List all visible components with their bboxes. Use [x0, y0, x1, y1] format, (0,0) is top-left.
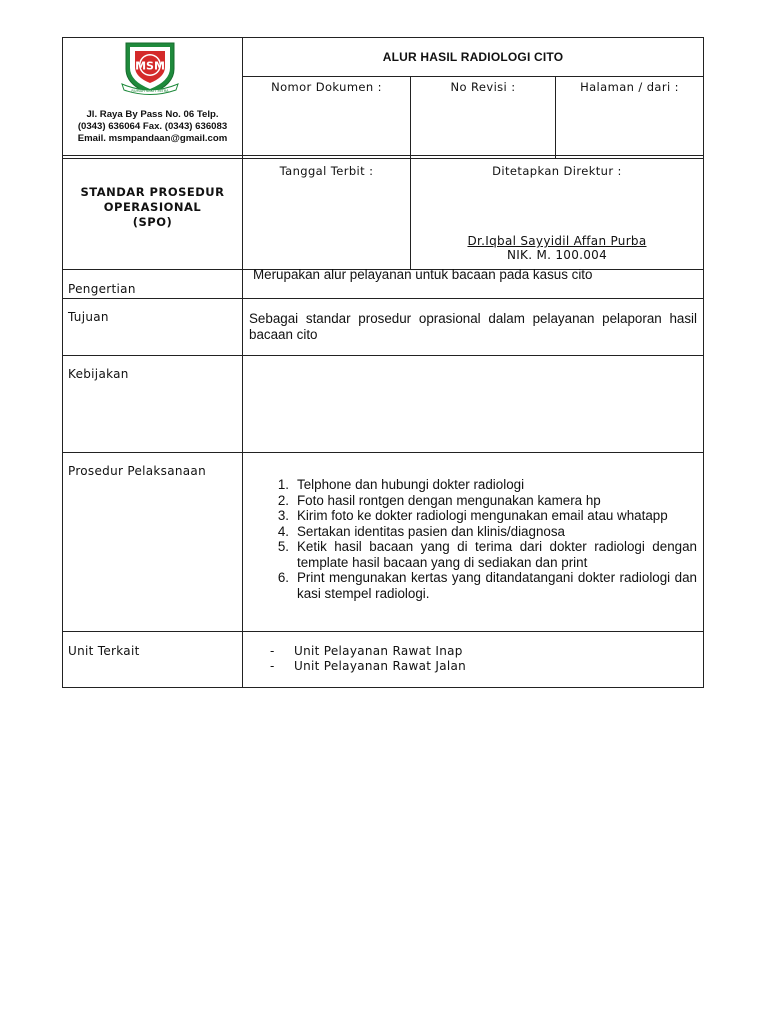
director-name: Dr.Iqbal Sayyidil Affan Purba — [467, 234, 647, 248]
list-item — [265, 539, 697, 570]
ditetapkan-direktur-label: Ditetapkan Direktur : — [492, 164, 622, 178]
list-item — [265, 477, 697, 493]
tanggal-terbit-label: Tanggal Terbit : — [279, 164, 374, 178]
logo-ribbon-text: RUMAH SAKIT MITRA — [131, 89, 169, 93]
director-signature — [411, 234, 703, 262]
unit-text: Unit Pelayanan Rawat Jalan — [294, 658, 467, 673]
unit-terkait-label: Unit Terkait — [68, 644, 140, 658]
halaman-label: Halaman / dari : — [580, 80, 679, 94]
list-item — [270, 644, 690, 659]
hospital-address — [64, 109, 241, 145]
step-number: 6. — [277, 570, 289, 585]
step-number: 2. — [277, 492, 289, 508]
nomor-dokumen-label: Nomor Dokumen : — [271, 80, 382, 94]
kebijakan-label: Kebijakan — [68, 367, 129, 381]
unit-dash: - — [270, 658, 275, 673]
unit-text: Unit Pelayanan Rawat Inap — [294, 644, 463, 658]
list-item — [270, 659, 690, 674]
document-title: ALUR HASIL RADIOLOGI CITO — [382, 50, 564, 64]
spo-title-line-1: STANDAR PROSEDUR — [80, 185, 225, 199]
step-number: 3. — [277, 508, 289, 523]
step-text: Ketik hasil bacaan yang di terima dari dokter radiologi dengan template hasil bacaan yang di sediakan dan print — [297, 539, 697, 570]
step-text: Foto hasil rontgen dengan mengunakan kamera hp — [297, 492, 601, 508]
director-nik: NIK. M. 100.004 — [506, 248, 608, 262]
no-revisi-label: No Revisi : — [450, 80, 516, 94]
spo-title — [63, 185, 242, 230]
prosedur-label: Prosedur Pelaksanaan — [68, 464, 206, 478]
spo-title-line-3: (SPO) — [132, 215, 173, 229]
address-line-3: Email. msmpandaan@gmail.com — [77, 133, 228, 144]
list-item — [265, 570, 697, 601]
step-number: 4. — [277, 523, 289, 539]
hospital-logo — [117, 39, 183, 97]
spo-title-line-2: OPERASIONAL — [103, 200, 202, 214]
unit-dash: - — [270, 644, 275, 658]
logo-text: MSM — [135, 59, 165, 73]
step-text: Print mengunakan kertas yang ditandatangani dokter radiologi dan kasi stempel radiologi. — [297, 570, 697, 601]
list-item — [265, 524, 697, 540]
prosedur-steps-list — [265, 477, 697, 601]
list-item — [265, 508, 697, 524]
pengertian-label: Pengertian — [68, 282, 136, 296]
tujuan-label: Tujuan — [68, 310, 109, 324]
list-item — [265, 493, 697, 509]
pengertian-text: Merupakan alur pelayanan untuk bacaan pada kasus cito — [253, 267, 593, 282]
step-text: Telphone dan hubungi dokter radiologi — [297, 477, 525, 492]
step-text: Kirim foto ke dokter radiologi mengunakan email atau whatapp — [297, 508, 668, 523]
step-text: Sertakan identitas pasien dan klinis/diagnosa — [297, 523, 565, 539]
step-number: 5. — [277, 539, 289, 554]
unit-terkait-list — [270, 644, 690, 673]
step-number: 1. — [277, 477, 289, 492]
tujuan-text: Sebagai standar prosedur oprasional dalam pelayanan pelaporan hasil bacaan cito — [249, 311, 697, 342]
address-line-1: Jl. Raya By Pass No. 06 Telp. — [86, 109, 219, 120]
address-line-2: (0343) 636064 Fax. (0343) 636083 — [77, 121, 228, 132]
